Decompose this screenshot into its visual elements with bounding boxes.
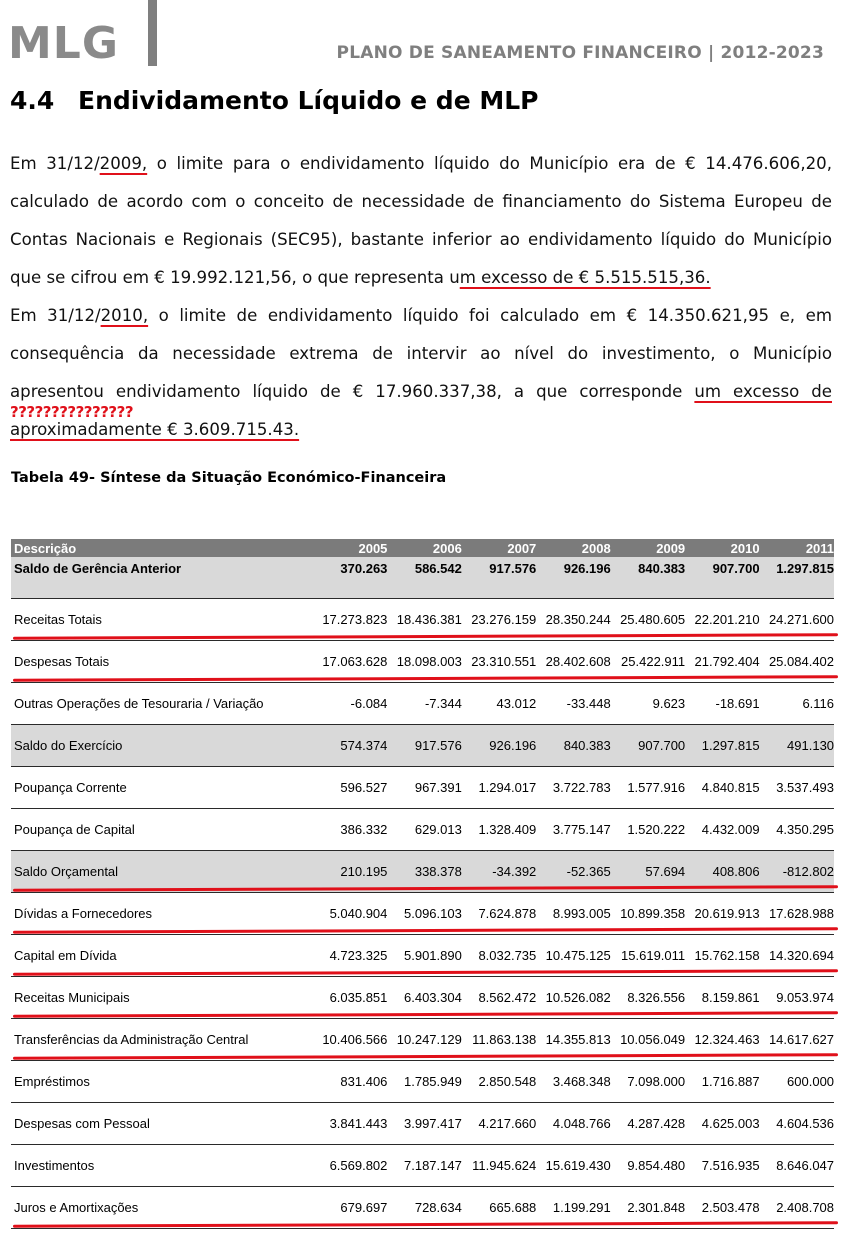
table-cell: 23.310.551 <box>471 654 537 669</box>
header-cell: 2010 <box>730 540 760 556</box>
table-cell: 18.436.381 <box>396 612 462 627</box>
table-cell: 9.854.480 <box>627 1158 686 1173</box>
table-cell: 4.048.766 <box>552 1116 611 1131</box>
table-cell: 586.542 <box>414 561 462 576</box>
table-row <box>11 767 834 809</box>
table-cell: 3.997.417 <box>404 1116 462 1131</box>
row-label: Receitas Municipais <box>14 990 130 1005</box>
row-label: Dívidas a Fornecedores <box>14 906 153 921</box>
table-cell: -52.365 <box>566 864 611 879</box>
table-cell: 7.187.147 <box>404 1158 462 1173</box>
table-row <box>11 809 834 851</box>
table-cell: 17.063.628 <box>322 654 388 669</box>
table-cell: 8.562.472 <box>478 990 537 1005</box>
table-cell: 8.032.735 <box>478 948 537 963</box>
table-cell: 210.195 <box>340 864 388 879</box>
table-cell: 679.697 <box>340 1200 388 1215</box>
table-cell: 926.196 <box>489 738 537 753</box>
table-cell: 10.475.125 <box>545 948 611 963</box>
table-row <box>11 851 834 893</box>
table-cell: 4.604.536 <box>776 1116 835 1131</box>
section-title: Endividamento Líquido e de MLP <box>78 86 539 115</box>
section-heading <box>10 86 539 115</box>
row-label: Despesas com Pessoal <box>14 1116 150 1131</box>
table-cell: 3.537.493 <box>776 780 835 795</box>
table-cell: 7.624.878 <box>478 906 537 921</box>
table-cell: 23.276.159 <box>471 612 537 627</box>
table-cell: 1.199.291 <box>552 1200 611 1215</box>
table-cell: 4.217.660 <box>478 1116 537 1131</box>
table-cell: 3.775.147 <box>552 822 611 837</box>
table-cell: 25.084.402 <box>768 654 835 669</box>
table-cell: 1.577.916 <box>627 780 686 795</box>
table-cell: -7.344 <box>424 696 462 711</box>
table-cell: 926.196 <box>563 561 611 576</box>
row-label: Saldo de Gerência Anterior <box>14 561 182 576</box>
table-cell: 15.619.430 <box>545 1158 611 1173</box>
table-cell: 3.722.783 <box>552 780 611 795</box>
row-label: Juros e Amortixações <box>14 1200 139 1215</box>
summary-table <box>11 539 834 1229</box>
table-cell: -33.448 <box>566 696 611 711</box>
header-cell: 2008 <box>581 540 611 556</box>
table-cell: 4.840.815 <box>701 780 760 795</box>
table-cell: 4.723.325 <box>329 948 388 963</box>
table-cell: 9.623 <box>652 696 686 711</box>
table-cell: 840.383 <box>638 561 686 576</box>
paragraph-2010-excess: um excesso de aproximadamente € 3.609.715.43. <box>10 382 832 439</box>
header-cell: 2007 <box>507 540 537 556</box>
table-row <box>11 599 834 641</box>
table-cell: 3.468.348 <box>552 1074 611 1089</box>
table-cell: 25.422.911 <box>621 654 686 669</box>
table-cell: 4.287.428 <box>627 1116 686 1131</box>
header-cell: Descrição <box>14 540 77 556</box>
table-cell: 8.326.556 <box>627 990 686 1005</box>
table-cell: 8.159.861 <box>701 990 760 1005</box>
paragraph-2009-text-start: Em 31/12/ <box>10 154 100 173</box>
table-cell: 2.301.848 <box>627 1200 686 1215</box>
table-cell: 7.516.935 <box>701 1158 760 1173</box>
table-header <box>11 539 834 557</box>
logo-divider <box>148 0 157 66</box>
table-cell: 20.619.913 <box>694 906 760 921</box>
table-row <box>11 557 834 599</box>
table-cell: 907.700 <box>712 561 760 576</box>
row-label: Poupança de Capital <box>14 822 135 837</box>
table-cell: 14.355.813 <box>545 1032 611 1047</box>
row-label: Despesas Totais <box>14 654 110 669</box>
table-row <box>11 641 834 683</box>
spell-check-marks: ??????????????? <box>10 403 134 421</box>
table-cell: 2.850.548 <box>478 1074 537 1089</box>
table-cell: 6.116 <box>802 696 835 711</box>
table-cell: 11.863.138 <box>472 1032 537 1047</box>
paragraph-2009-year: 2009, <box>99 154 148 173</box>
table-cell: 1.294.017 <box>478 780 537 795</box>
table-cell: 4.432.009 <box>701 822 760 837</box>
header-cell: 2005 <box>358 540 388 556</box>
table-cell: 8.993.005 <box>552 906 611 921</box>
row-label: Receitas Totais <box>14 612 102 627</box>
table-cell: 5.096.103 <box>404 906 462 921</box>
table-cell: 728.634 <box>414 1200 462 1215</box>
paragraph-2009-excess: m excesso de € 5.515.515,36. <box>459 268 711 287</box>
table-cell: 917.576 <box>414 738 462 753</box>
header-cell: 2011 <box>805 540 835 556</box>
table-cell: 1.785.949 <box>404 1074 462 1089</box>
table-cell: 4.625.003 <box>701 1116 760 1131</box>
table-cell: 967.391 <box>414 780 462 795</box>
paragraph-2009-text: o limite para o endividamento líquido do Município era de € 14.476.606,20, calculado de acordo com o conceito de necessidade de financiamento do Sistema Europeu de Contas Nacionais e Regionais (SEC95), bastante inferior ao endividamento líquido do Município que se cifrou em € 19.992.121,56, o que representa u <box>10 154 832 287</box>
row-label: Saldo do Exercício <box>14 738 123 753</box>
header-cell: 2009 <box>656 540 686 556</box>
row-label: Saldo Orçamental <box>14 864 119 879</box>
table-cell: 15.619.011 <box>621 948 686 963</box>
table-cell: 21.792.404 <box>694 654 760 669</box>
table-cell: 43.012 <box>496 696 537 711</box>
paragraph-2010-year: 2010, <box>100 306 149 325</box>
table-cell: -6.084 <box>350 696 388 711</box>
table-cell: 3.841.443 <box>329 1116 388 1131</box>
table-cell: 28.350.244 <box>545 612 611 627</box>
table-cell: 386.332 <box>340 822 388 837</box>
document-header-title: PLANO DE SANEAMENTO FINANCEIRO | 2012-2023 <box>336 43 824 63</box>
table-cell: 17.273.823 <box>322 612 388 627</box>
table-cell: -34.392 <box>492 864 537 879</box>
paragraph-2010-text-start: Em 31/12/ <box>10 306 101 325</box>
table-cell: 10.526.082 <box>545 990 611 1005</box>
table-cell: 629.013 <box>414 822 462 837</box>
table-cell: 6.569.802 <box>329 1158 388 1173</box>
header-cell: 2006 <box>432 540 462 556</box>
table-row <box>11 1187 834 1229</box>
table-cell: -812.802 <box>782 864 835 879</box>
table-cell: 12.324.463 <box>694 1032 760 1047</box>
table-cell: -18.691 <box>715 696 760 711</box>
table-cell: 10.406.566 <box>322 1032 388 1047</box>
table-cell: 15.762.158 <box>694 948 760 963</box>
table-cell: 600.000 <box>787 1074 835 1089</box>
table-cell: 8.646.047 <box>776 1158 835 1173</box>
table-cell: 338.378 <box>414 864 462 879</box>
table-cell: 574.374 <box>340 738 388 753</box>
table-cell: 4.350.295 <box>776 822 835 837</box>
row-label: Outras Operações de Tesouraria / Variação <box>14 696 264 711</box>
table-cell: 1.520.222 <box>627 822 686 837</box>
row-label: Poupança Corrente <box>14 780 127 795</box>
table-cell: 831.406 <box>340 1074 388 1089</box>
paragraph-2010 <box>10 297 832 449</box>
table-caption: Tabela 49- Síntese da Situação Económico-Financeira <box>11 470 447 486</box>
table-cell: 2.408.708 <box>776 1200 835 1215</box>
table-cell: 370.263 <box>340 561 388 576</box>
row-label: Transferências da Administração Central <box>14 1032 249 1047</box>
table-cell: 22.201.210 <box>694 612 760 627</box>
table-row <box>11 1061 834 1103</box>
table-row <box>11 1103 834 1145</box>
table-cell: 6.035.851 <box>329 990 388 1005</box>
table-cell: 596.527 <box>340 780 388 795</box>
table-cell: 24.271.600 <box>768 612 835 627</box>
table-cell: 907.700 <box>638 738 686 753</box>
table-body <box>11 557 834 1229</box>
table-row <box>11 935 834 977</box>
table-row <box>11 683 834 725</box>
table-row <box>11 725 834 767</box>
table-cell: 1.716.887 <box>701 1074 760 1089</box>
section-number: 4.4 <box>10 86 55 115</box>
table-cell: 18.098.003 <box>396 654 462 669</box>
table-cell: 25.480.605 <box>620 612 686 627</box>
table-row <box>11 893 834 935</box>
table-cell: 11.945.624 <box>472 1158 537 1173</box>
table-cell: 9.053.974 <box>776 990 835 1005</box>
paragraph-2009 <box>10 145 832 297</box>
table-cell: 17.628.988 <box>768 906 835 921</box>
table-cell: 408.806 <box>712 864 760 879</box>
table-row <box>11 1019 834 1061</box>
table-cell: 1.297.815 <box>701 738 760 753</box>
row-label: Capital em Dívida <box>14 948 117 963</box>
paragraph-2010-text: o limite de endividamento líquido foi calculado em € 14.350.621,95 e, em consequência da necessidade extrema de intervir ao nível do investimento, o Município apresentou endividamento líquido de € 17.960.337,38, a que corresponde <box>10 306 832 401</box>
logo: MLG <box>8 18 119 69</box>
table-cell: 2.503.478 <box>701 1200 760 1215</box>
table-cell: 5.901.890 <box>404 948 462 963</box>
table-cell: 917.576 <box>489 561 537 576</box>
body-text <box>10 145 832 449</box>
table-cell: 1.297.815 <box>776 561 835 576</box>
table-cell: 1.328.409 <box>478 822 537 837</box>
table-row <box>11 1145 834 1187</box>
table-cell: 14.617.627 <box>768 1032 835 1047</box>
table-cell: 665.688 <box>489 1200 537 1215</box>
table-cell: 57.694 <box>645 864 686 879</box>
table-cell: 6.403.304 <box>404 990 462 1005</box>
row-label: Investimentos <box>14 1158 95 1173</box>
table-row <box>11 977 834 1019</box>
table-cell: 10.247.129 <box>396 1032 462 1047</box>
table-cell: 10.056.049 <box>620 1032 686 1047</box>
table-cell: 14.320.694 <box>768 948 835 963</box>
row-label: Empréstimos <box>14 1074 90 1089</box>
table-cell: 840.383 <box>563 738 611 753</box>
table-cell: 28.402.608 <box>545 654 611 669</box>
table-cell: 10.899.358 <box>620 906 686 921</box>
table-cell: 7.098.000 <box>627 1074 686 1089</box>
table-cell: 5.040.904 <box>329 906 388 921</box>
table-cell: 491.130 <box>787 738 835 753</box>
